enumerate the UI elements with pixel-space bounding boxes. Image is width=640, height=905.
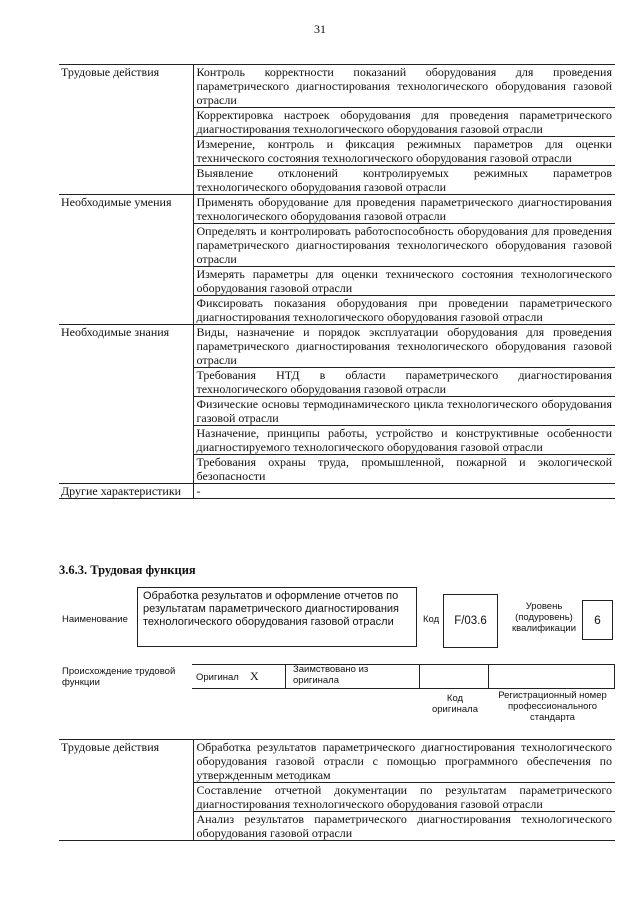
original-label: Оригинал [196,672,239,683]
qualification-level-box: 6 [582,600,613,640]
table-row [59,325,615,368]
row-item: Составление отчетной документации по результатам параметрического диагностирования технологического оборудования газовой отрасли [193,783,615,812]
row-item: Выявление отклонений контролируемых режимных параметров технологического оборудования газовой отрасли [193,166,615,195]
row-label: Другие характеристики [59,484,193,499]
row-item: Требования охраны труда, промышленной, пожарной и экологической безопасности [193,455,615,484]
table-row [59,740,615,783]
function-requirements-table [59,739,615,841]
row-item: Фиксировать показания оборудования при проведении параметрического диагностирования технологического оборудования газовой отрасли [193,296,615,325]
row-item: - [193,484,615,499]
code-label: Код [423,614,440,625]
table-row [59,195,615,224]
borrowed-label: Заимствовано из оригинала [293,664,369,686]
table-row [59,65,615,108]
row-item: Физические основы термодинамического цикла технологического оборудования газовой отрасли [193,397,615,426]
row-item: Анализ результатов параметрического диагностирования технологического оборудования газовой отрасли [193,812,615,841]
row-item: Измерение, контроль и фиксация режимных параметров для оценки технического состояния технологического оборудования газовой отрасли [193,137,615,166]
row-item: Требования НТД в области параметрического диагностирования технологического оборудования газовой отрасли [193,368,615,397]
row-item: Контроль корректности показаний оборудования для проведения параметрического диагностирования технологического оборудования газовой отрасли [193,65,615,108]
registration-number-caption: Регистрационный номер профессионального стандарта [498,690,607,723]
row-item: Обработка результатов параметрического диагностирования технологического оборудования газовой отрасли с помощью программного обеспечения по утвержденным методикам [193,740,615,783]
function-name-box: Обработка результатов и оформление отчетов по результатам параметрического диагностирования технологического оборудования газовой отрасли [137,587,417,647]
row-item: Применять оборудование для проведения параметрического диагностирования технологического оборудования газовой отрасли [193,195,615,224]
original-mark: X [250,669,259,683]
row-item: Определять и контролировать работоспособность оборудования для проведения параметрического диагностирования технологического оборудования газовой отрасли [193,224,615,267]
row-label: Трудовые действия [59,740,193,841]
qualification-level-label: Уровень (подуровень) квалификации [511,601,577,634]
row-label: Необходимые умения [59,195,193,325]
row-item: Виды, назначение и порядок эксплуатации оборудования для проведения параметрического диагностирования технологического оборудования газовой отрасли [193,325,615,368]
table-row [59,484,615,499]
section-heading: 3.6.3. Трудовая функция [59,563,196,577]
row-item: Корректировка настроек оборудования для проведения параметрического диагностирования технологического оборудования газовой отрасли [193,108,615,137]
row-item: Измерять параметры для оценки технического состояния технологического оборудования газовой отрасли [193,267,615,296]
original-code-caption: Код оригинала [431,693,478,715]
function-code-box: F/03.6 [443,594,498,648]
page-number: 31 [314,22,326,36]
name-label: Наименование [62,614,128,625]
continued-requirements-table [59,64,615,499]
row-item: Назначение, принципы работы, устройство и конструктивные особенности диагностируемого технологического оборудования газовой отрасли [193,426,615,455]
origin-label: Происхождение трудовой функции [62,666,176,688]
row-label: Трудовые действия [59,65,193,195]
row-label: Необходимые знания [59,325,193,484]
